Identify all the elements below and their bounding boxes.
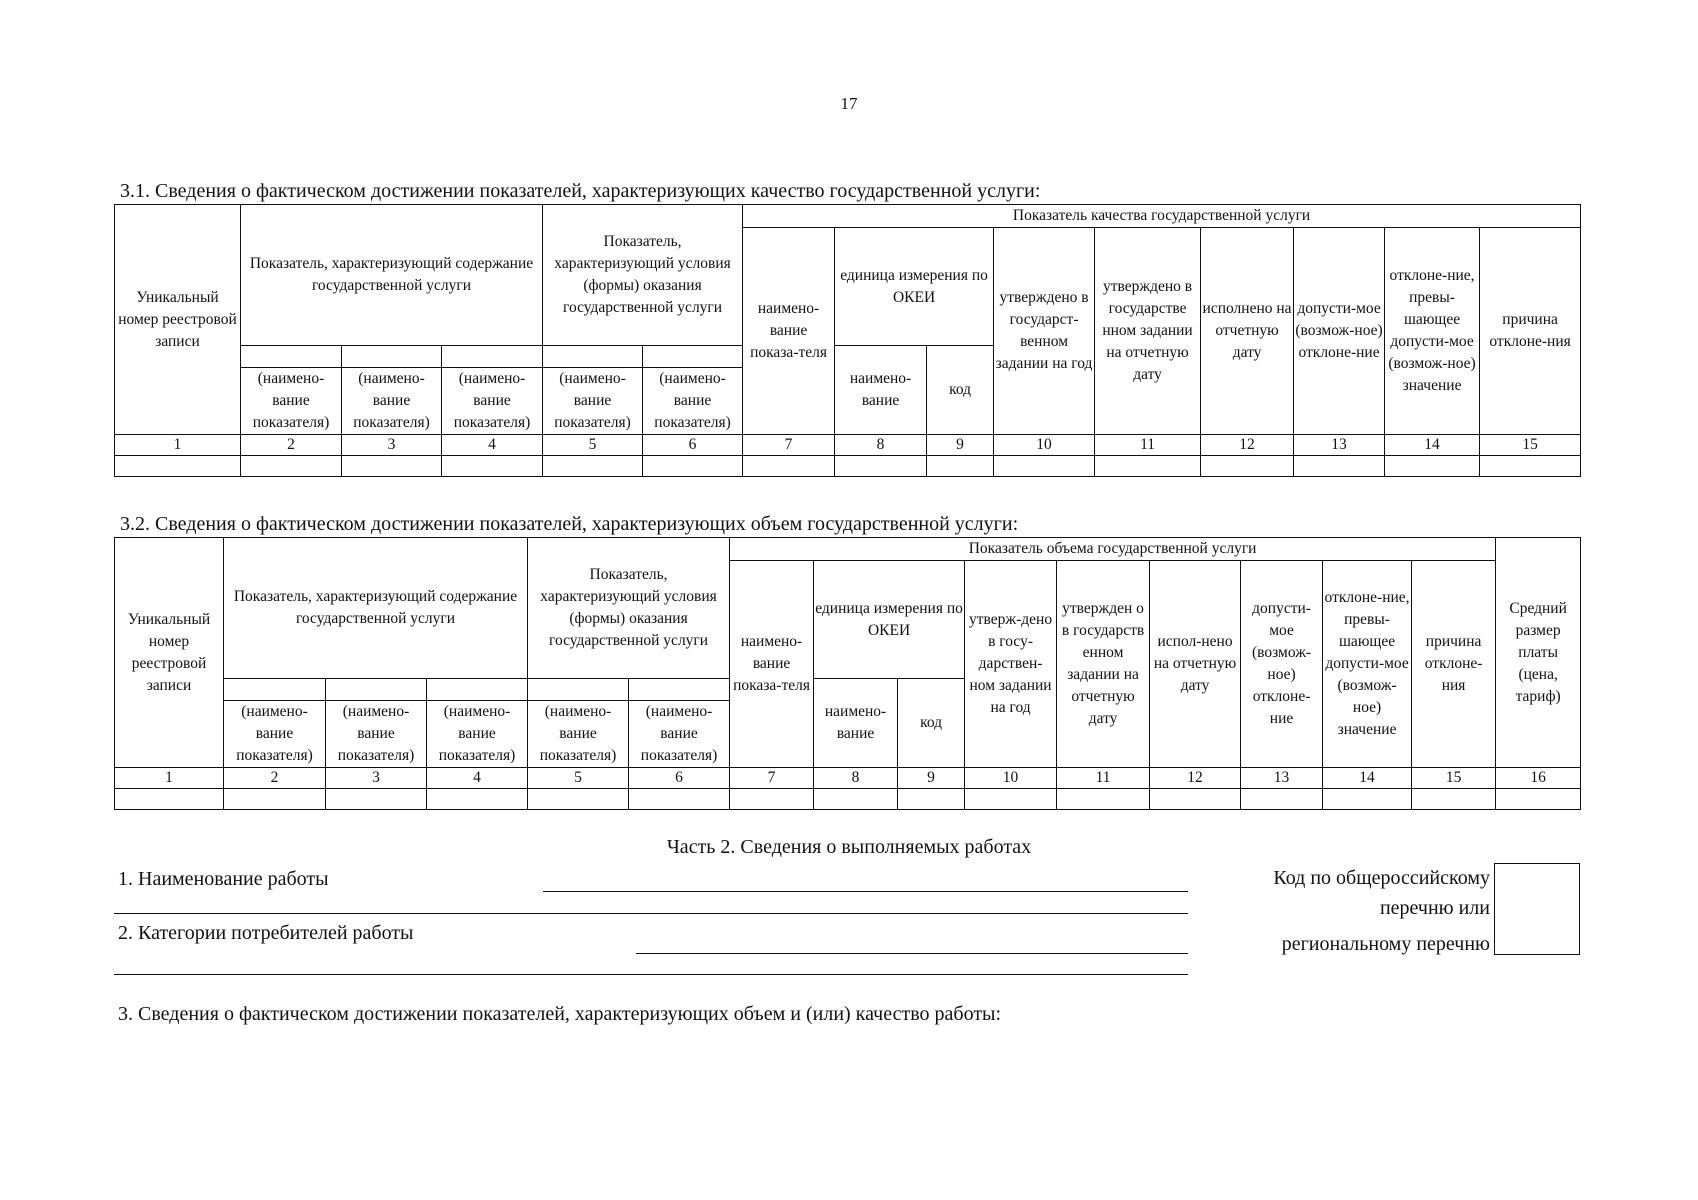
column-index: 4 [427,768,528,789]
column-index: 11 [1095,435,1201,456]
column-index: 4 [442,435,543,456]
header-exceeding-deviation: отклоне-ние, превы-шающее допусти-мое (возмож-ное) значение [1385,228,1480,435]
sub-indicator-name: (наимено-вание показателя) [342,368,442,435]
data-cell[interactable] [427,789,528,810]
header-executed: испол-нено на отчетную дату [1150,561,1241,768]
header-allowed-deviation: допусти-мое (возмож-ное) отклоне-ние [1294,228,1385,435]
data-cell[interactable] [442,456,543,477]
data-cell[interactable] [1294,456,1385,477]
column-index: 14 [1323,768,1412,789]
data-cell[interactable] [1150,789,1241,810]
header-conditions-indicator: Показатель, характеризующий условия (формы) оказания государственной услуги [528,538,730,679]
header-quality-indicator-group: Показатель качества государственной услуги [743,205,1581,228]
column-index: 11 [1057,768,1150,789]
section-3-2-title: 3.2. Сведения о фактическом достижении показателей, характеризующих объем государственной услуги: [120,513,1019,535]
column-index: 7 [730,768,814,789]
data-cell[interactable] [342,456,442,477]
data-cell[interactable] [814,789,898,810]
column-index: 6 [643,435,743,456]
data-cell[interactable] [528,789,629,810]
column-index: 8 [814,768,898,789]
code-label-line-3: региональному перечню [1281,933,1490,955]
header-approved-year: утверждено в государст-венном задании на год [994,228,1095,435]
blank-cell [629,679,730,701]
column-index: 14 [1385,435,1480,456]
part-2-title: Часть 2. Сведения о выполняемых работах [666,836,1032,858]
blank-cell [342,346,442,368]
work-name-label: 1. Наименование работы [118,868,329,890]
data-cell[interactable] [543,456,643,477]
quality-indicators-table [114,204,1581,477]
header-allowed-deviation: допусти-мое (возмож-ное) отклоне-ние [1241,561,1323,768]
data-cell[interactable] [643,456,743,477]
section-3-1-title: 3.1. Сведения о фактическом достижении показателей, характеризующих качество государственной услуги: [120,180,1041,202]
column-index: 3 [326,768,427,789]
data-cell[interactable] [1385,456,1480,477]
column-index: 16 [1496,768,1581,789]
column-index: 12 [1150,768,1241,789]
header-volume-indicator-group: Показатель объема государственной услуги [730,538,1496,561]
header-unit-code: код [927,346,994,435]
data-cell[interactable] [898,789,965,810]
sub-indicator-name: (наимено-вание показателя) [442,368,543,435]
column-index: 15 [1412,768,1496,789]
column-index: 10 [994,435,1095,456]
column-index: 3 [342,435,442,456]
data-cell[interactable] [1201,456,1294,477]
blank-cell [543,346,643,368]
section-3-title: 3. Сведения о фактическом достижении показателей, характеризующих объем и (или) качество работы: [118,1003,1002,1025]
column-index: 13 [1241,768,1323,789]
data-cell[interactable] [835,456,927,477]
header-executed: исполнено на отчетную дату [1201,228,1294,435]
header-approved-year: утверж-дено в госу-дарствен-ном задании на год [965,561,1057,768]
header-conditions-indicator: Показатель, характеризующий условия (формы) оказания государственной услуги [543,205,743,346]
data-cell[interactable] [1496,789,1581,810]
column-index: 9 [927,435,994,456]
data-cell[interactable] [224,789,326,810]
data-cell[interactable] [326,789,427,810]
header-unit-code: код [898,679,965,768]
data-cell[interactable] [1241,789,1323,810]
work-name-field-line-2[interactable] [114,913,1188,914]
header-approved-date: утверждено в государстве нном задании на отчетную дату [1095,228,1201,435]
blank-cell [643,346,743,368]
header-approved-date: утвержден о в государств енном задании на отчетную дату [1057,561,1150,768]
header-unique-number: Уникальный номер реестровой записи [115,538,224,768]
header-average-fee: Средний размер платы (цена, тариф) [1496,538,1581,768]
column-index: 15 [1480,435,1581,456]
code-label [1180,863,1490,959]
blank-cell [241,346,342,368]
sub-indicator-name: (наимено-вание показателя) [643,368,743,435]
consumers-field[interactable] [636,953,1188,954]
column-index: 10 [965,768,1057,789]
blank-cell [427,679,528,701]
consumers-label: 2. Категории потребителей работы [118,922,414,944]
sub-indicator-name: (наимено-вание показателя) [224,701,326,768]
column-index: 13 [1294,435,1385,456]
header-okei-unit: единица измерения по ОКЕИ [835,228,994,346]
data-cell[interactable] [1480,456,1581,477]
header-deviation-reason: причина отклоне-ния [1480,228,1581,435]
sub-indicator-name: (наимено-вание показателя) [528,701,629,768]
sub-indicator-name: (наимено-вание показателя) [326,701,427,768]
header-unique-number: Уникальный номер реестровой записи [115,205,241,435]
data-cell[interactable] [241,456,342,477]
column-index: 7 [743,435,835,456]
registry-code-box[interactable] [1494,863,1580,955]
header-content-indicator: Показатель, характеризующий содержание государственной услуги [241,205,543,346]
header-content-indicator: Показатель, характеризующий содержание государственной услуги [224,538,528,679]
data-cell[interactable] [743,456,835,477]
volume-indicators-table [114,537,1581,810]
column-index: 2 [224,768,326,789]
data-cell[interactable] [115,456,241,477]
header-unit-name: наимено-вание [814,679,898,768]
column-index: 1 [115,768,224,789]
work-name-field[interactable] [543,891,1188,892]
column-index: 12 [1201,435,1294,456]
data-cell[interactable] [927,456,994,477]
sub-indicator-name: (наимено-вание показателя) [241,368,342,435]
code-label-line-2: перечню или [1379,897,1490,919]
column-index: 1 [115,435,241,456]
data-cell[interactable] [730,789,814,810]
header-indicator-name: наимено-вание показа-теля [743,228,835,435]
column-index: 9 [898,768,965,789]
column-index: 2 [241,435,342,456]
blank-cell [224,679,326,701]
header-deviation-reason: причина отклоне-ния [1412,561,1496,768]
sub-indicator-name: (наимено-вание показателя) [427,701,528,768]
header-indicator-name: наимено-вание показа-теля [730,561,814,768]
blank-cell [528,679,629,701]
sub-indicator-name: (наимено-вание показателя) [543,368,643,435]
column-index: 8 [835,435,927,456]
header-exceeding-deviation: отклоне-ние, превы-шающее допусти-мое (возмож-ное) значение [1323,561,1412,768]
data-cell[interactable] [115,789,224,810]
data-cell[interactable] [965,789,1057,810]
blank-cell [442,346,543,368]
column-index: 5 [528,768,629,789]
column-index: 5 [543,435,643,456]
header-unit-name: наимено-вание [835,346,927,435]
data-cell[interactable] [1323,789,1412,810]
blank-cell [326,679,427,701]
data-cell[interactable] [1412,789,1496,810]
data-cell[interactable] [994,456,1095,477]
data-cell[interactable] [629,789,730,810]
code-label-line-1: Код по общероссийскому [1273,867,1490,889]
header-okei-unit: единица измерения по ОКЕИ [814,561,965,679]
data-cell[interactable] [1057,789,1150,810]
sub-indicator-name: (наимено-вание показателя) [629,701,730,768]
consumers-field-line-2[interactable] [114,974,1188,975]
column-index: 6 [629,768,730,789]
data-cell[interactable] [1095,456,1201,477]
page-number: 17 [840,94,858,113]
